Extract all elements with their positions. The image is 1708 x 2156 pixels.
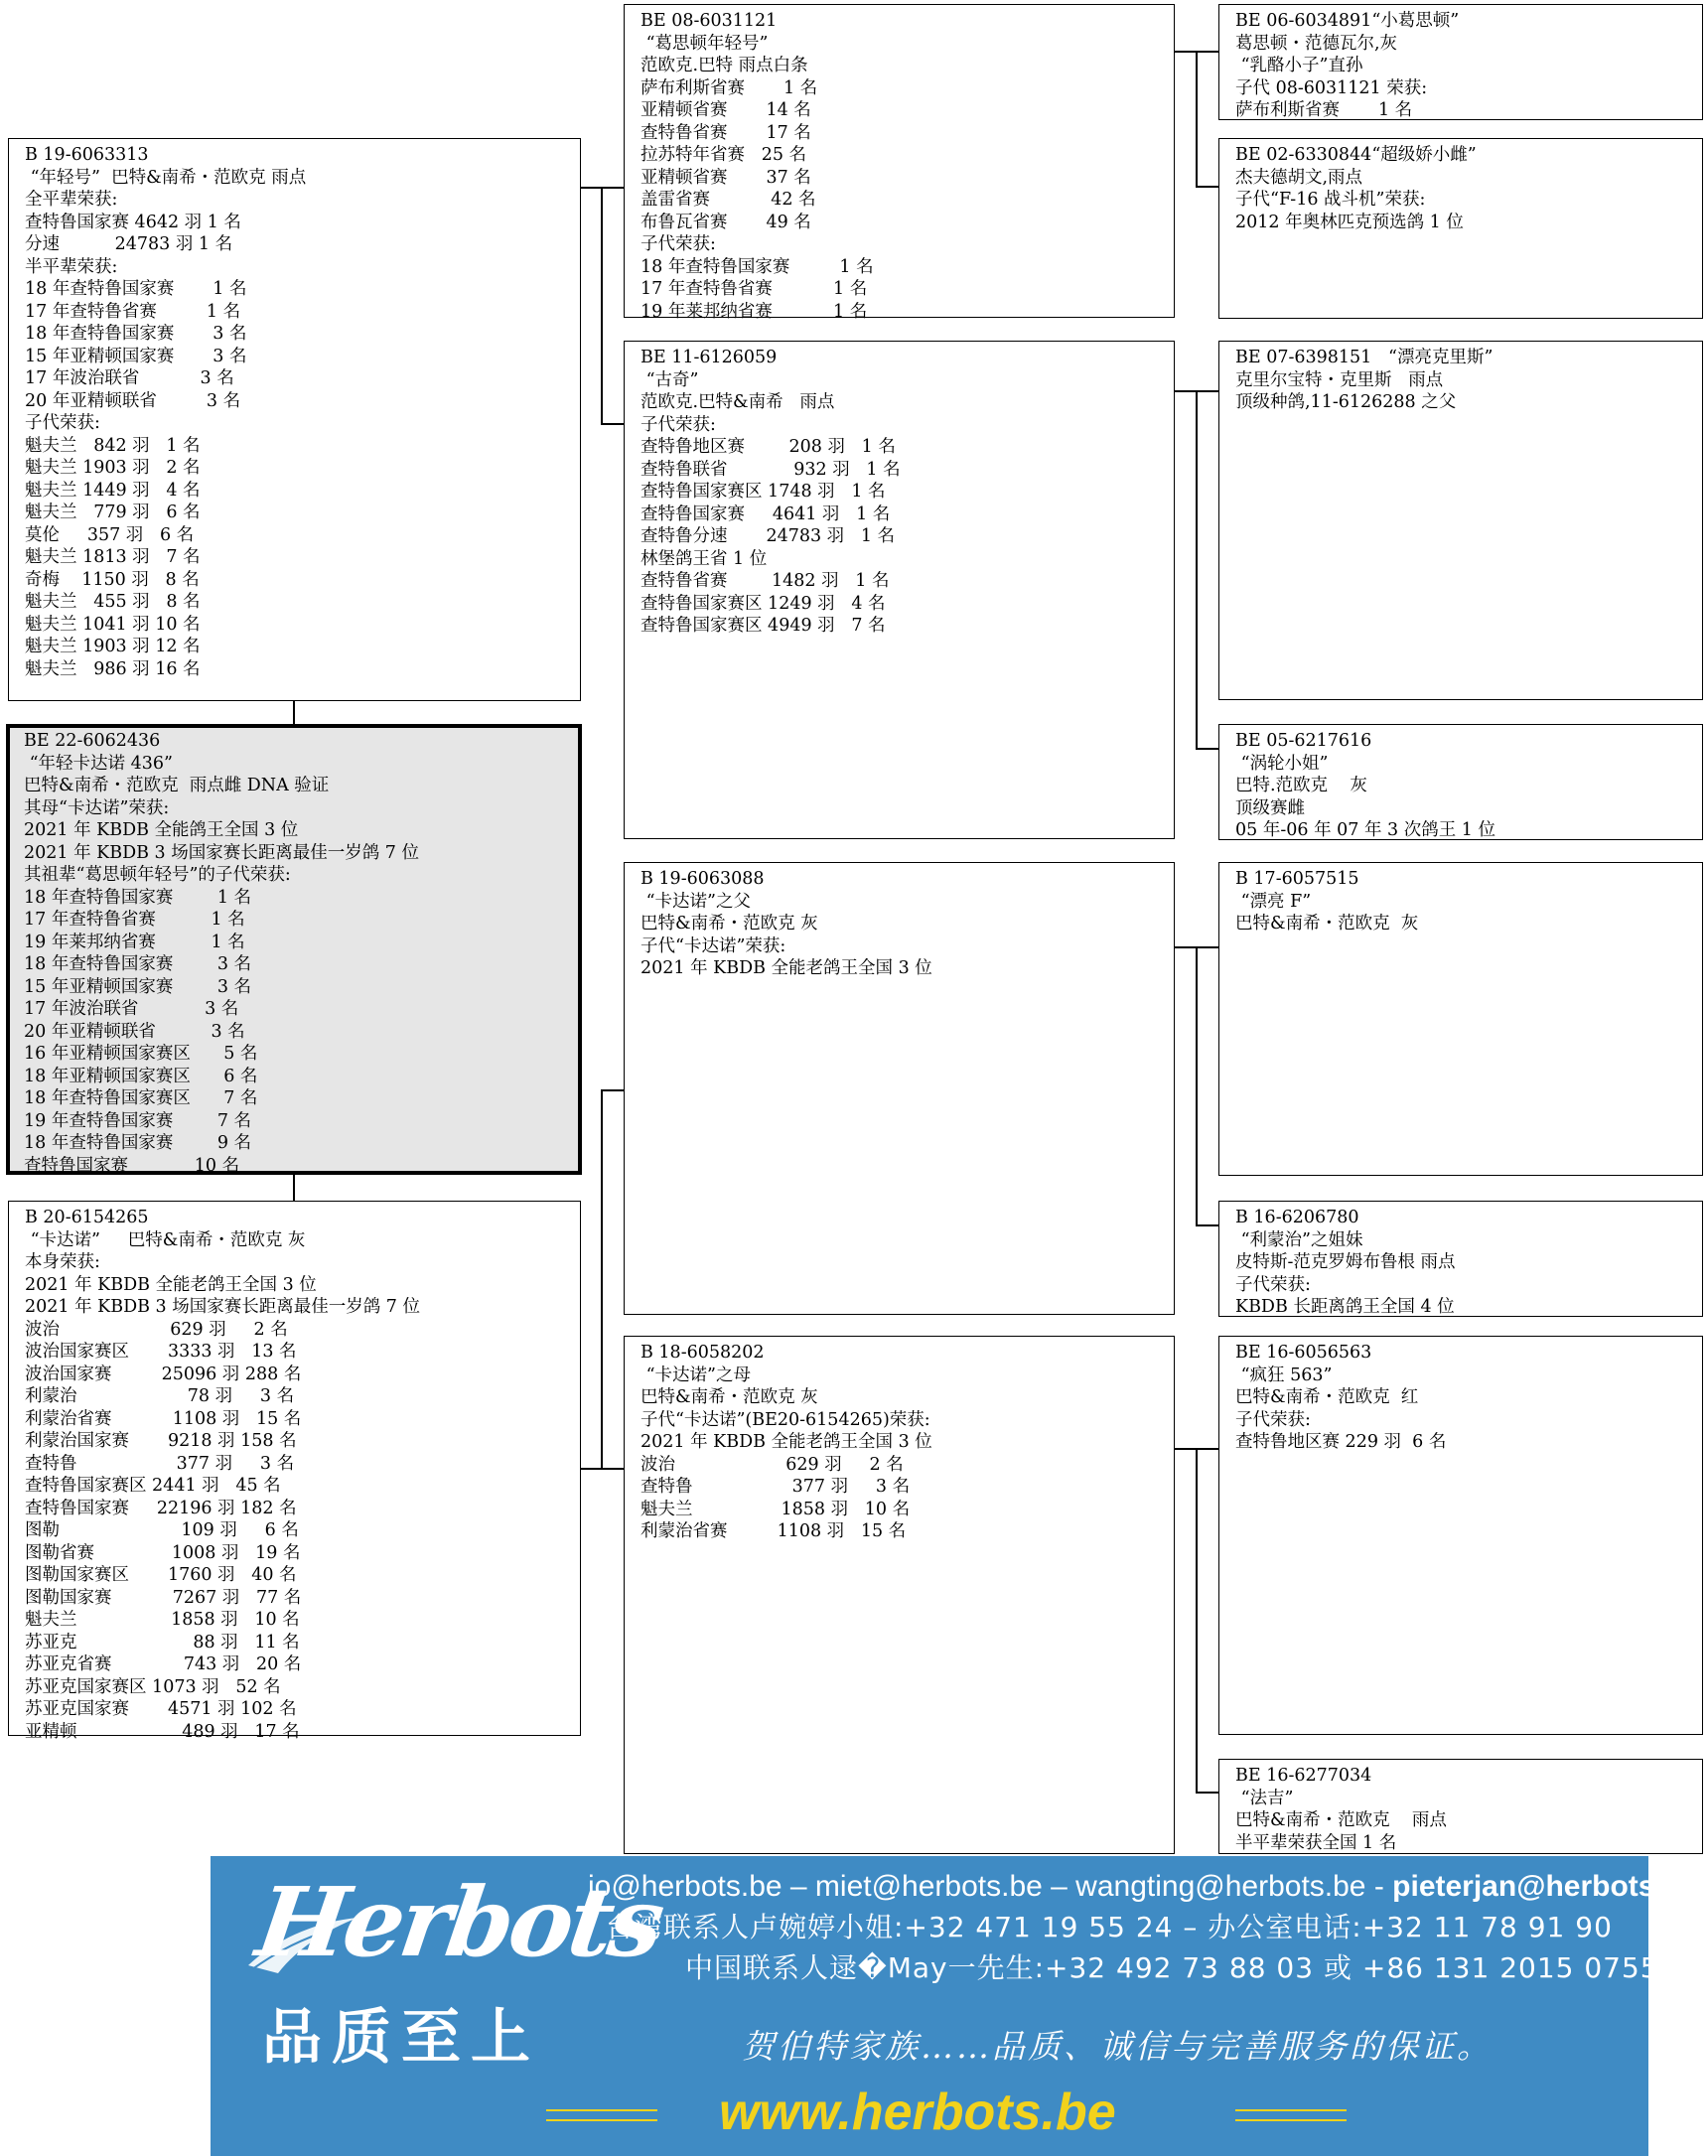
decorative-dash-left [546, 2109, 657, 2121]
pedigree-line: 魁夫兰 779 羽 6 名 [25, 503, 201, 522]
pedigree-line: 查特鲁 377 羽 3 名 [25, 1453, 295, 1474]
ring-number: BE 05-6217616 [1235, 731, 1372, 751]
herbots-logo: Herbots [250, 1866, 667, 1978]
subject-pigeon-card [6, 724, 582, 1175]
pedigree-line: 魁夫兰 842 羽 1 名 [25, 435, 201, 456]
pedigree-line: 查特鲁国家赛 22196 羽 182 名 [25, 1498, 297, 1518]
pedigree-line: 利蒙治国家赛 9218 羽 158 名 [25, 1431, 297, 1451]
pedigree-line: 图勒国家赛 7267 羽 77 名 [25, 1587, 302, 1608]
pedigree-line: 苏亚克省赛 743 羽 20 名 [25, 1654, 302, 1674]
pedigree-line: “年轻号” 巴特&南希・范欧克 雨点 [25, 167, 307, 188]
pedigree-line: 波治 629 羽 2 名 [25, 1319, 288, 1340]
dam-dam-sire-card [1218, 1336, 1703, 1735]
pedigree-line: 查特鲁 377 羽 3 名 [640, 1477, 911, 1497]
ring-number: B 19-6063088 [640, 869, 765, 889]
decorative-dash-right [1235, 2109, 1347, 2121]
pedigree-line: 利蒙治省赛 1108 羽 15 名 [25, 1408, 302, 1429]
connector-line [601, 1089, 624, 1091]
pedigree-line: 图勒国家赛区 1760 羽 40 名 [25, 1565, 297, 1585]
pedigree-line: 萨布利斯省赛 1 名 [1235, 100, 1413, 120]
dam-card [8, 1201, 581, 1742]
pedigree-line: 其母“卡达诺”荣获: [24, 797, 170, 818]
pedigree-line: 2012 年奥林匹克预选鸽 1 位 [1235, 212, 1464, 232]
pedigree-line: 子代荣获: [1235, 1274, 1311, 1295]
pedigree-line: “古奇” [640, 369, 699, 390]
pedigree-line: 苏亚克国家赛区 1073 羽 52 名 [25, 1676, 281, 1697]
pedigree-line: “葛思顿年轻号” [640, 33, 769, 54]
pedigree-line: 查特鲁国家赛 4641 羽 1 名 [640, 503, 891, 524]
connector-line [1196, 1448, 1198, 1792]
email-list[interactable]: jo@herbots.be – miet@herbots.be – wangting@herbots.be - [588, 1870, 1393, 1903]
pedigree-line: 顶级赛雌 [1235, 797, 1305, 818]
ring-number: B 19-6063313 [25, 145, 149, 165]
pedigree-line: 布鲁瓦省赛 49 名 [640, 212, 811, 232]
ring-number: B 20-6154265 [25, 1208, 149, 1227]
pedigree-line: 苏亚克国家赛 4571 羽 102 名 [25, 1699, 297, 1719]
pedigree-line: 莫伦 357 羽 6 名 [25, 524, 195, 545]
pedigree-line: 亚精顿省赛 37 名 [640, 167, 811, 188]
pedigree-line: 查特鲁省赛 17 名 [640, 122, 811, 143]
tagline: 品质至上 [262, 2003, 540, 2073]
pedigree-line: 2021 年 KBDB 全能老鸽王全国 3 位 [25, 1274, 317, 1295]
website-link[interactable]: www.herbots.be [719, 2084, 1116, 2141]
ring-number: B 16-6206780 [1235, 1208, 1359, 1227]
sire-dam-card [624, 341, 1175, 839]
pedigree-line: 2021 年 KBDB 3 场国家赛长距离最佳一岁鸽 7 位 [24, 842, 420, 863]
pedigree-line: 18 年查特鲁国家赛 1 名 [25, 279, 247, 299]
pedigree-line: 17 年波治联省 3 名 [24, 999, 239, 1019]
pedigree-line: 魁夫兰 1858 羽 10 名 [25, 1610, 300, 1630]
pedigree-line: 巴特&南希・范欧克 灰 [640, 1387, 818, 1407]
pedigree-line: 18 年查特鲁国家赛 1 名 [24, 887, 252, 908]
footer-banner [211, 1856, 1698, 2156]
pedigree-line: 葛思顿・范德瓦尔,灰 [1235, 33, 1398, 54]
connector-line [1196, 1224, 1218, 1226]
ring-number: B 17-6057515 [1235, 869, 1359, 889]
ring-number: BE 11-6126059 [640, 348, 778, 367]
ring-number: BE 16-6056563 [1235, 1343, 1372, 1363]
pedigree-line: 拉苏特年省赛 25 名 [640, 145, 807, 165]
pedigree-line: “利蒙治”之姐妹 [1235, 1229, 1363, 1250]
pedigree-line: 子代荣获: [1235, 1409, 1311, 1430]
pedigree-line: 图勒 109 羽 6 名 [25, 1520, 299, 1540]
pedigree-line: 20 年亚精顿联省 3 名 [25, 390, 241, 411]
pedigree-line: 查特鲁国家赛区 2441 羽 45 名 [25, 1476, 281, 1496]
dam-sire-dam-card [1218, 1201, 1703, 1317]
pedigree-line: 17 年查特鲁省赛 1 名 [24, 910, 245, 930]
pedigree-line: 查特鲁国家赛区 1249 羽 4 名 [640, 593, 886, 614]
pedigree-line: KBDB 长距离鸽王全国 4 位 [1235, 1297, 1455, 1317]
pedigree-line: 半平辈荣获: [25, 256, 118, 277]
pedigree-line: 子代“F-16 战斗机”荣获: [1235, 190, 1426, 210]
pedigree-line: 范欧克.巴特&南希 雨点 [640, 392, 835, 412]
pedigree-line: “年轻卡达诺 436” [24, 753, 173, 774]
pedigree-line: 亚精顿 489 羽 17 名 [25, 1721, 300, 1742]
pedigree-line: 子代荣获: [25, 413, 100, 433]
pedigree-line: “法吉” [1235, 1788, 1294, 1808]
pedigree-line: “卡达诺”之母 [640, 1365, 751, 1385]
pedigree-line: 巴特&南希・范欧克 雨点雌 DNA 验证 [24, 776, 330, 795]
dam-sire-sire-card [1218, 862, 1703, 1176]
connector-line [601, 187, 603, 423]
pedigree-line: 魁夫兰 986 羽 16 名 [25, 658, 201, 679]
sire-card [8, 138, 581, 701]
pedigree-line: 奇梅 1150 羽 8 名 [25, 569, 200, 590]
pedigree-line: 17 年查特鲁省赛 1 名 [640, 279, 868, 299]
pedigree-line: 查特鲁国家赛 4642 羽 1 名 [25, 212, 241, 232]
connector-line [580, 1468, 624, 1470]
connector-line [1196, 946, 1198, 1224]
pedigree-line: 魁夫兰 1903 羽 2 名 [25, 458, 201, 478]
china-contact: 中国联系人逯�May一先生:+32 492 73 88 03 或 +86 131 2015 0755 [685, 1951, 1659, 1984]
dam-dam-card [624, 1336, 1175, 1854]
pedigree-line: 利蒙治 78 羽 3 名 [25, 1386, 295, 1406]
pedigree-line: 魁夫兰 1449 羽 4 名 [25, 480, 201, 501]
pedigree-line: 05 年-06 年 07 年 3 次鸽王 1 位 [1235, 820, 1495, 840]
pedigree-line: 魁夫兰 1858 羽 10 名 [640, 1499, 911, 1519]
pedigree-line: 2021 年 KBDB 3 场国家赛长距离最佳一岁鸽 7 位 [25, 1297, 421, 1317]
pedigree-line: “漂亮 F” [1235, 891, 1312, 912]
pedigree-line: 19 年莱邦纳省赛 1 名 [24, 932, 245, 952]
pedigree-line: 17 年查特鲁省赛 1 名 [25, 301, 241, 322]
pedigree-line: 魁夫兰 1813 羽 7 名 [25, 547, 201, 567]
pedigree-line: 巴特&南希・范欧克 灰 [1235, 914, 1419, 934]
pedigree-line: 15 年亚精顿国家赛 3 名 [25, 346, 247, 366]
pedigree-line: 16 年亚精顿国家赛区 5 名 [24, 1044, 258, 1064]
pedigree-line: 查特鲁联省 932 羽 1 名 [640, 459, 901, 480]
pedigree-line: 范欧克.巴特 雨点白条 [640, 56, 808, 75]
connector-line [1196, 51, 1198, 186]
pedigree-line: 19 年查特鲁国家赛 7 名 [24, 1110, 252, 1131]
pedigree-line: 林堡鸽王省 1 位 [640, 548, 768, 569]
pedigree-line: 克里尔宝特・克里斯 雨点 [1235, 369, 1444, 390]
sire-sire-dam-card [1218, 138, 1703, 319]
email-contacts[interactable] [588, 1868, 1698, 1906]
pedigree-line: 本身荣获: [25, 1252, 100, 1272]
sire-sire-sire-card [1218, 4, 1703, 120]
email-pieterjan[interactable]: pieterjan@herbots.be [1392, 1870, 1698, 1903]
pedigree-line: “疯狂 563” [1235, 1365, 1333, 1385]
pedigree-line: 18 年查特鲁国家赛区 7 名 [24, 1088, 258, 1108]
pedigree-line: 亚精顿省赛 14 名 [640, 100, 811, 120]
pedigree-line: 查特鲁国家赛 10 名 [24, 1155, 240, 1176]
pedigree-line: 巴特&南希・范欧克 灰 [640, 914, 818, 934]
pedigree-line: 分速 24783 羽 1 名 [25, 234, 233, 254]
connector-line [1196, 1792, 1218, 1794]
pedigree-line: 查特鲁省赛 1482 羽 1 名 [640, 571, 890, 591]
ring-number: BE 08-6031121 [640, 11, 778, 31]
pedigree-line: 子代荣获: [640, 234, 716, 254]
pedigree-line: 魁夫兰 1041 羽 10 名 [25, 614, 201, 635]
pedigree-line: 18 年查特鲁国家赛 3 名 [25, 324, 247, 344]
pedigree-line: 15 年亚精顿国家赛 3 名 [24, 976, 252, 997]
pedigree-line: 苏亚克 88 羽 11 名 [25, 1632, 300, 1653]
pedigree-line: 查特鲁地区赛 208 羽 1 名 [640, 437, 896, 457]
pedigree-line: 全平辈荣获: [25, 190, 118, 210]
pedigree-line: 子代荣获: [640, 414, 716, 435]
pedigree-line: 盖雷省赛 42 名 [640, 190, 816, 210]
pedigree-line: 顶级种鸽,11-6126288 之父 [1235, 392, 1457, 412]
ring-number: B 18-6058202 [640, 1343, 765, 1363]
pedigree-line: 2021 年 KBDB 全能老鸽王全国 3 位 [640, 958, 932, 978]
pedigree-line: 魁夫兰 1903 羽 12 名 [25, 637, 201, 656]
pedigree-line: 查特鲁国家赛区 4949 羽 7 名 [640, 616, 886, 636]
ring-number: BE 16-6277034 [1235, 1766, 1372, 1786]
pedigree-line: 杰夫德胡文,雨点 [1235, 167, 1363, 188]
taiwan-contact: 台湾联系人卢婉婷小姐:+32 471 19 55 24 – 办公室电话:+32 11 78 91 90 [606, 1911, 1613, 1943]
connector-line [293, 1174, 295, 1202]
pedigree-line: “涡轮小姐” [1235, 753, 1329, 774]
pedigree-line: 查特鲁分速 24783 羽 1 名 [640, 526, 896, 546]
pedigree-line: 18 年亚精顿国家赛区 6 名 [24, 1066, 258, 1086]
pedigree-line: 子代“卡达诺”(BE20-6154265)荣获: [640, 1409, 930, 1430]
pedigree-line: 18 年查特鲁国家赛 9 名 [24, 1133, 252, 1153]
pedigree-line: 18 年查特鲁国家赛 1 名 [640, 256, 874, 277]
pedigree-line: “乳酪小子”直孙 [1235, 56, 1363, 75]
pedigree-line: 其祖辈“葛思顿年轻号”的子代荣获: [24, 865, 291, 885]
pedigree-line: 巴特&南希・范欧克 雨点 [1235, 1810, 1447, 1830]
sire-dam-dam-card [1218, 724, 1703, 840]
pedigree-line: 皮特斯-范克罗姆布鲁根 雨点 [1235, 1252, 1456, 1272]
sire-dam-sire-card [1218, 341, 1703, 700]
pedigree-line: 子代 08-6031121 荣获: [1235, 77, 1428, 98]
connector-line [293, 701, 295, 724]
connector-line [1196, 748, 1218, 750]
connector-line [1196, 390, 1198, 748]
pedigree-line: 查特鲁地区赛 229 羽 6 名 [1235, 1432, 1447, 1452]
pedigree-line: 波治国家赛区 3333 羽 13 名 [25, 1342, 297, 1362]
dam-sire-card [624, 862, 1175, 1315]
pedigree-line: “卡达诺”之父 [640, 891, 751, 912]
ring-number: BE 06-6034891“小葛思顿” [1235, 11, 1460, 31]
ring-number: BE 07-6398151 “漂亮克里斯” [1235, 348, 1494, 367]
pedigree-line: 半平辈荣获全国 1 名 [1235, 1832, 1397, 1853]
pedigree-line: 波治国家赛 25096 羽 288 名 [25, 1364, 302, 1384]
pedigree-line: 2021 年 KBDB 全能鸽王全国 3 位 [24, 820, 299, 840]
pedigree-line: 萨布利斯省赛 1 名 [640, 77, 818, 98]
pedigree-line: 2021 年 KBDB 全能老鸽王全国 3 位 [640, 1432, 932, 1452]
pedigree-line: 巴特.范欧克 灰 [1235, 776, 1367, 795]
pedigree-line: 波治 629 羽 2 名 [640, 1454, 904, 1475]
pedigree-line: 魁夫兰 455 羽 8 名 [25, 592, 201, 612]
pedigree-line: 巴特&南希・范欧克 红 [1235, 1387, 1419, 1407]
pedigree-line: 20 年亚精顿联省 3 名 [24, 1021, 245, 1042]
pedigree-line: 19 年莱邦纳省赛 1 名 [640, 301, 868, 322]
connector-line [1196, 186, 1218, 188]
connector-line [601, 1089, 603, 1468]
dam-dam-dam-card [1218, 1759, 1703, 1854]
pedigree-line: 17 年波治联省 3 名 [25, 368, 234, 388]
pedigree-line: 图勒省赛 1008 羽 19 名 [25, 1542, 301, 1563]
connector-line [601, 423, 624, 425]
pedigree-line: “卡达诺” 巴特&南希・范欧克 灰 [25, 1229, 306, 1250]
pedigree-line: 18 年查特鲁国家赛 3 名 [24, 954, 252, 974]
ring-number: BE 02-6330844“超级娇小雌” [1235, 145, 1477, 165]
sire-sire-card [624, 4, 1175, 322]
ring-number: BE 22-6062436 [24, 731, 161, 751]
pedigree-line: 子代“卡达诺”荣获: [640, 935, 786, 956]
slogan: 贺伯特家族……品质、诚信与完善服务的保证。 [742, 2027, 1493, 2066]
pedigree-line: 查特鲁国家赛区 1748 羽 1 名 [640, 482, 886, 502]
pedigree-line: 利蒙治省赛 1108 羽 15 名 [640, 1521, 907, 1541]
